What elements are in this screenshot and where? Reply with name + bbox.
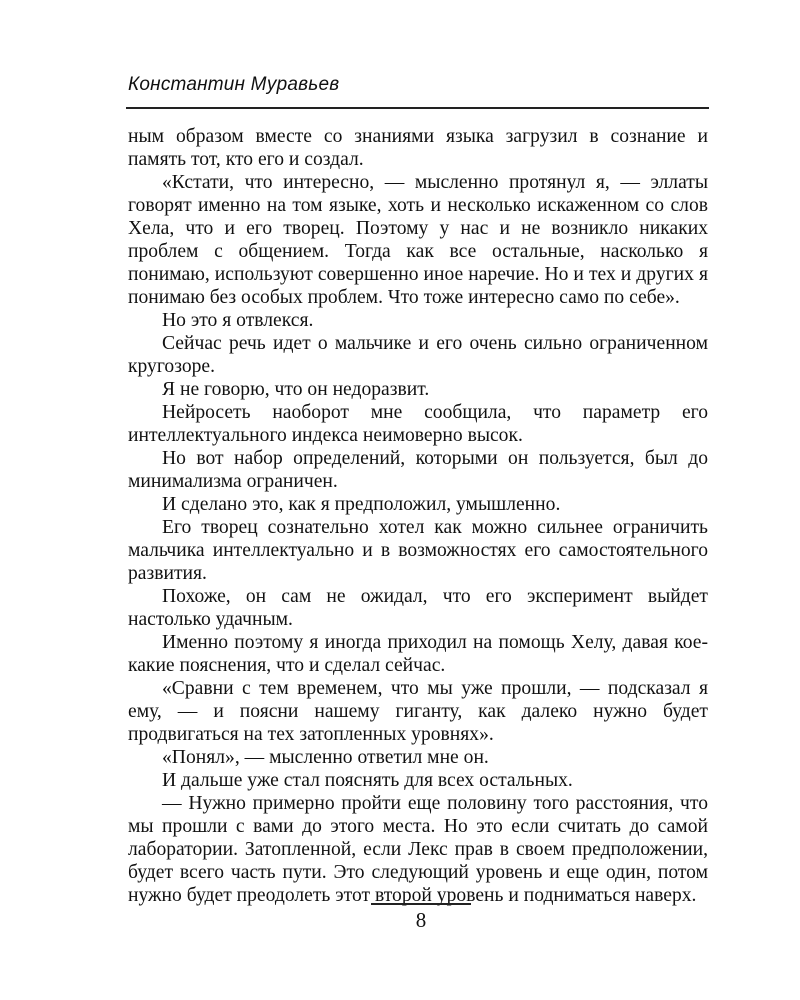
running-head-author: Константин Муравьев xyxy=(128,74,340,95)
paragraph-4: Сейчас речь идет о мальчике и его очень сильно ограниченном кругозоре. xyxy=(128,333,708,377)
paragraph-1: ным образом вместе со знаниями языка загрузил в сознание и память тот, кто его и создал. xyxy=(128,126,708,170)
header-rule xyxy=(126,107,709,109)
paragraph-15: — Нужно примерно пройти еще половину того расстояния, что мы прошли с вами до этого места. Но это если считать до самой лаборатории. Затопленной, если Лекс прав в своем предположении, будет всего часть пути. Это следующий уровень и еще один, потом нужно будет преодолеть этот второй уровень и подниматься наверх. xyxy=(128,793,708,906)
paragraph-12: «Сравни с тем временем, что мы уже прошли, — подсказал я ему, — и поясни нашему гиганту, как далеко нужно будет продвигаться на тех затопленных уровнях». xyxy=(128,678,708,745)
page-number: 8 xyxy=(415,908,427,932)
paragraph-7: Но вот набор определений, которыми он пользуется, был до минимализма ограничен. xyxy=(128,448,708,492)
paragraph-3: Но это я отвлекся. xyxy=(162,310,314,331)
paragraph-9: Его творец сознательно хотел как можно сильнее ограничить мальчика интеллектуально и в возможностях его самостоятельного развития. xyxy=(128,517,708,584)
paragraph-14: И дальше уже стал пояснять для всех остальных. xyxy=(162,770,573,791)
paragraph-8: И сделано это, как я предположил, умышленно. xyxy=(162,494,561,515)
paragraph-5: Я не говорю, что он недоразвит. xyxy=(162,379,430,400)
paragraph-10: Похоже, он сам не ожидал, что его эксперимент выйдет настолько удачным. xyxy=(128,586,708,630)
body-text xyxy=(128,125,708,907)
paragraph-11: Именно поэтому я иногда приходил на помощь Хелу, давая кое-какие пояснения, что и сделал сейчас. xyxy=(128,632,708,676)
paragraph-6: Нейросеть наоборот мне сообщила, что параметр его интеллектуального индекса неимоверно высок. xyxy=(128,402,708,446)
paragraph-13: «Понял», — мысленно ответил мне он. xyxy=(162,747,489,768)
paragraph-2: «Кстати, что интересно, — мысленно протянул я, — эллаты говорят именно на том языке, хоть и несколько искаженном со слов Хела, что и его творец. Поэтому у нас и не возникло никаких проблем с общением. Тогда как все остальные, насколько я понимаю, используют совершенно иное наречие. Но и тех и других я понимаю без особых проблем. Что тоже интересно само по себе». xyxy=(128,172,708,308)
footer-rule xyxy=(371,903,471,905)
